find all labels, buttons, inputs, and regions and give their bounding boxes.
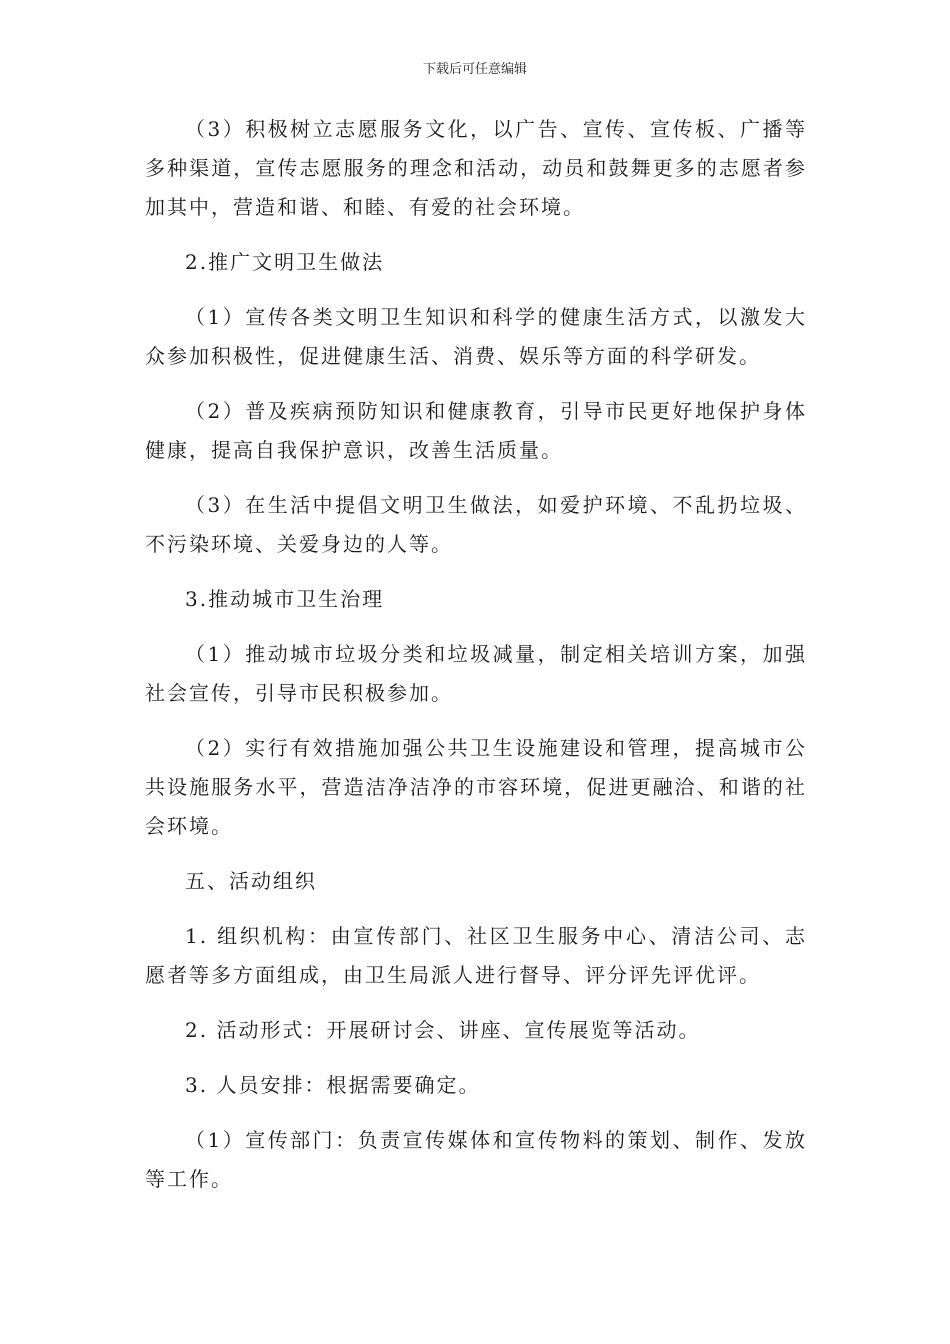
page-header-note: 下载后可任意编辑 <box>422 62 527 77</box>
heading-2: 2.推广文明卫生做法 <box>185 250 385 274</box>
paragraph-3-1: （1）推动城市垃圾分类和垃圾减量，制定相关培训方案，加强社会宣传，引导市民积极参加。 <box>145 642 807 705</box>
org-item-2: 2. 活动形式：开展研讨会、讲座、宣传展览等活动。 <box>185 1018 701 1042</box>
paragraph-3-3: （3）积极树立志愿服务文化，以广告、宣传、宣传板、广播等多种渠道，宣传志愿服务的理念和活动，动员和鼓舞更多的志愿者参加其中，营造和谐、和睦、有爱的社会环境。 <box>145 117 807 219</box>
paragraph-2-3: （3）在生活中提倡文明卫生做法，如爱护环境、不乱扔垃圾、不污染环境、关爱身边的人等。 <box>145 493 807 556</box>
org-item-3: 3. 人员安排：根据需要确定。 <box>185 1073 481 1097</box>
org-item-1: 1. 组织机构：由宣传部门、社区卫生服务中心、清洁公司、志愿者等多方面组成，由卫生局派人进行督导、评分评先评优评。 <box>145 924 807 987</box>
section-heading-5: 五、活动组织 <box>185 869 317 893</box>
org-item-3-1: （1）宣传部门：负责宣传媒体和宣传物料的策划、制作、发放等工作。 <box>145 1128 807 1191</box>
heading-3: 3.推动城市卫生治理 <box>185 587 385 611</box>
document-body <box>145 110 807 1199</box>
paragraph-2-1: （1）宣传各类文明卫生知识和科学的健康生活方式，以激发大众参加积极性，促进健康生活、消费、娱乐等方面的科学研发。 <box>145 305 807 368</box>
paragraph-3-2: （2）实行有效措施加强公共卫生设施建设和管理，提高城市公共设施服务水平，营造洁净洁净的市容环境，促进更融洽、和谐的社会环境。 <box>145 736 807 838</box>
paragraph-2-2: （2）普及疾病预防知识和健康教育，引导市民更好地保护身体健康，提高自我保护意识，改善生活质量。 <box>145 399 807 462</box>
